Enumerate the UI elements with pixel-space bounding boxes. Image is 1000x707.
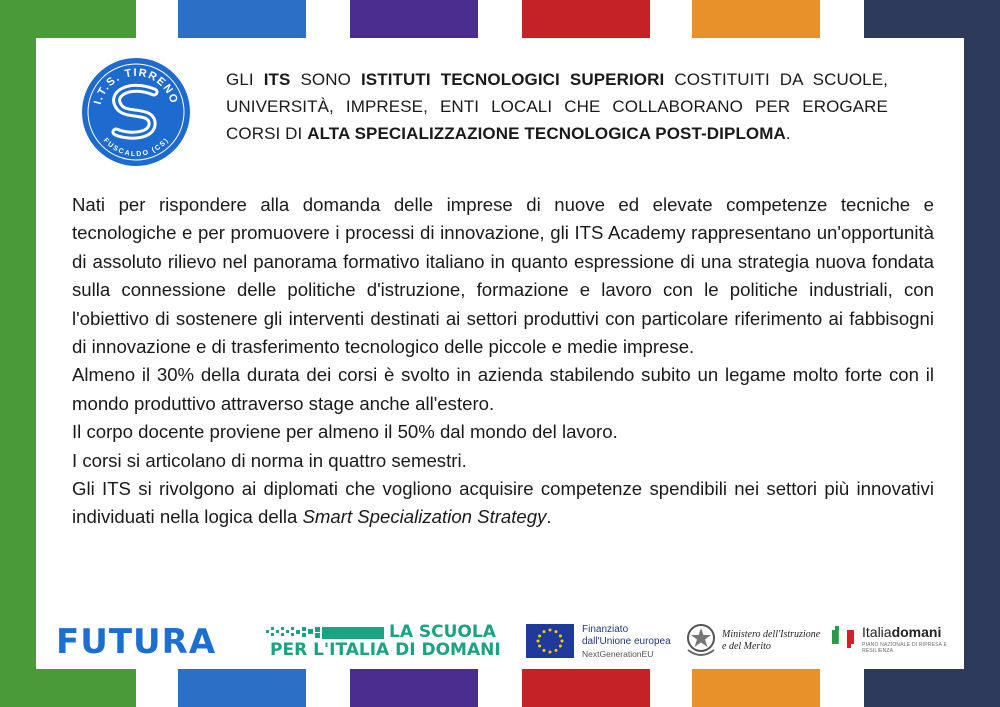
frame-top-green [36, 0, 136, 38]
frame-bottom-blue [178, 669, 306, 707]
header-statement: GLI ITS SONO ISTITUTI TECNOLOGICI SUPERIORI COSTITUITI DA SCUOLE, UNIVERSITÀ, IMPRESE, ENTI LOCALI CHE COLLABORANO PER EROGARE CORSI DI ALTA SPECIALIZZAZIONE TECNOLOGICA POST-DIPLOMA. [226, 70, 888, 143]
frame-top-blue [178, 0, 306, 38]
frame-bottom-orange [692, 669, 820, 707]
frame-bottom-red [522, 669, 650, 707]
paragraph-semestri: I corsi si articolano di norma in quattro semestri. [72, 449, 467, 471]
eu-flag-icon [526, 624, 574, 658]
italia-domani-subtitle: PIANO NAZIONALE DI RIPRESA E RESILIENZA [862, 642, 948, 654]
paragraph-docenti: Il corpo docente proviene per almeno il 50% dal mondo del lavoro. [72, 421, 618, 443]
logo-bottom-text: FUSCALDO (CS) [101, 136, 171, 159]
its-tirreno-logo [80, 56, 192, 168]
frame-bottom-green [36, 669, 136, 707]
body-text [72, 191, 934, 532]
italia-domani-text: Italiadomani [862, 624, 942, 640]
scuola-dots-graphic [266, 626, 386, 640]
paragraph-stage: Almeno il 30% della durata dei corsi è svolto in azienda stabilendo subito un legame molto forte con il mondo produttivo attraverso stage anche all'estero. [72, 364, 934, 414]
paragraph-intro: Nati per rispondere alla domanda delle imprese di nuove ed elevate competenze tecniche e tecnologiche e per promuovere i processi di innovazione, gli ITS Academy rappresentano un'opportunità di assoluto rilievo nel panorama formativo italiano in quanto espressione di una strategia nuova fondata sulla connessione delle politiche d'istruzione, formazione e lavoro con le politiche industriali, con l'obiettivo di sostenere gli interventi destinati ai settori produttivi con particolare riferimento ai fabbisogni di innovazione e di trasferimento tecnologico delle piccole e medie imprese. [72, 194, 934, 358]
scuola-line1: LA SCUOLA [389, 622, 496, 642]
footer-logos [56, 618, 956, 666]
eu-funding-text: Finanziato dall'Unione europea NextGenerationEU [582, 624, 671, 659]
frame-top-purple [350, 0, 478, 38]
frame-left-green [0, 0, 36, 707]
frame-top-red [522, 0, 650, 38]
italia-domani-flag-icon [832, 626, 854, 648]
frame-bottom-purple [350, 669, 478, 707]
logo-top-text: I.T.S. TIRRENO [91, 66, 181, 106]
ministero-text: Ministero dell'Istruzione e del Merito [722, 629, 821, 652]
paragraph-diplomati: Gli ITS si rivolgono ai diplomati che vogliono acquisire competenze spendibili nei settori più innovativi individuati nella logica della Smart Specialization Strategy. [72, 478, 934, 528]
italian-emblem-icon [684, 620, 718, 660]
frame-top-orange [692, 0, 820, 38]
scuola-line2: PER L'ITALIA DI DOMANI [270, 640, 501, 660]
futura-logo: FUTURA [56, 622, 217, 662]
